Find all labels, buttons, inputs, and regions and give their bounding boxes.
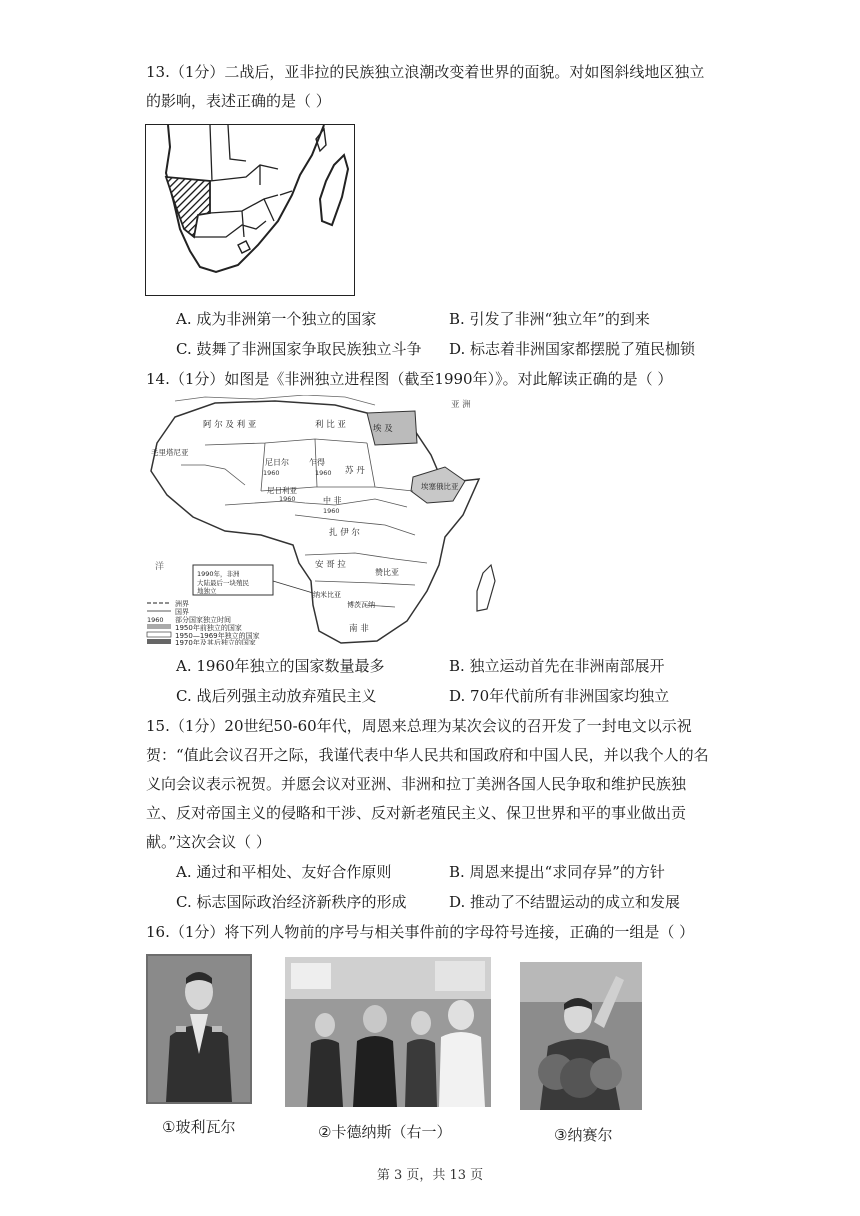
label-namibia: 纳米比亚 <box>313 591 341 599</box>
q14-option-c[interactable]: C. 战后列强主动放弃殖民主义 <box>176 687 377 705</box>
photo-bolivar-svg <box>146 954 252 1104</box>
callout-line2: 大陆最后一块殖民 <box>197 579 249 587</box>
photo-nasser <box>520 962 642 1110</box>
legend-1950-1969: 1950—1969年独立的国家 <box>175 632 260 640</box>
q13-option-b[interactable]: B. 引发了非洲“独立年”的到来 <box>449 310 650 328</box>
q15-stem-line1: 15.（1分）20世纪50-60年代，周恩来总理为某次会议的召开发了一封电文以示祝 <box>146 717 692 735</box>
photo-bolivar <box>146 954 252 1104</box>
label-egypt: 埃 及 <box>373 424 393 434</box>
caption-cardenas: ②卡德纳斯（右一） <box>318 1123 452 1141</box>
q15-stem-line4: 立、反对帝国主义的侵略和干涉、反对新老殖民主义、保卫世界和平的事业做出贡 <box>146 804 687 822</box>
q14-option-d[interactable]: D. 70年代前所有非洲国家均独立 <box>449 687 670 705</box>
label-mauritania: 毛里塔尼亚 <box>151 448 189 457</box>
q13-option-d[interactable]: D. 标志着非洲国家都摆脱了殖民枷锁 <box>449 340 696 358</box>
legend-partial-time: 部分国家独立时间 <box>175 616 231 624</box>
label-asia: 亚 洲 <box>451 400 471 410</box>
q14-option-a[interactable]: A. 1960年独立的国家数量最多 <box>176 657 385 675</box>
label-chad: 乍得 <box>309 458 325 467</box>
callout-line1: 1990年，非洲 <box>197 570 240 578</box>
legend-country-border: 国界 <box>175 608 189 616</box>
label-sudan: 苏 丹 <box>345 466 365 476</box>
label-ethiopia: 埃塞俄比亚 <box>421 482 459 491</box>
label-central-africa: 中 非 <box>323 496 342 505</box>
q13-map-svg <box>146 125 353 294</box>
photo-cardenas <box>285 957 491 1107</box>
photo-nasser-svg <box>520 962 642 1110</box>
label-libya: 利 比 亚 <box>315 420 346 430</box>
q15-stem-line5: 献。”这次会议（ ） <box>146 833 271 851</box>
label-niger: 尼日尔 <box>265 458 289 467</box>
label-ocean: 洋 <box>155 562 165 572</box>
q13-option-a[interactable]: A. 成为非洲第一个独立的国家 <box>176 310 377 328</box>
legend-continent-border: 洲界 <box>175 600 189 608</box>
label-angola: 安 哥 拉 <box>315 560 346 570</box>
q14-africa-independence-map <box>145 395 530 645</box>
label-zambia: 赞比亚 <box>375 568 399 577</box>
photo-cardenas-svg <box>285 957 491 1107</box>
q15-stem-line3: 义向会议表示祝贺。并愿会议对亚洲、非洲和拉丁美洲各国人民争取和维护民族独 <box>146 775 687 793</box>
q14-stem: 14.（1分）如图是《非洲独立进程图（截至1990年）》。对此解读正确的是（ ） <box>146 370 673 388</box>
caption-bolivar: ①玻利瓦尔 <box>162 1118 236 1136</box>
label-algeria: 阿 尔 及 利 亚 <box>203 420 257 430</box>
q13-option-c[interactable]: C. 鼓舞了非洲国家争取民族独立斗争 <box>176 340 422 358</box>
q13-stem-line1: 13.（1分）二战后，亚非拉的民族独立浪潮改变着世界的面貌。对如图斜线地区独立 <box>146 63 705 81</box>
q15-option-c[interactable]: C. 标志国际政治经济新秩序的形成 <box>176 893 407 911</box>
lesotho-outline <box>238 241 250 253</box>
legend-after-1970: 1970年及其后独立的国家 <box>175 639 256 645</box>
label-1960-c: 1960 <box>279 495 296 503</box>
q15-option-b[interactable]: B. 周恩来提出“求同存异”的方针 <box>449 863 665 881</box>
q14-option-b[interactable]: B. 独立运动首先在非洲南部展开 <box>449 657 665 675</box>
hatched-territory <box>166 177 210 237</box>
q13-southern-africa-map <box>145 124 355 296</box>
caption-nasser: ③纳赛尔 <box>554 1126 613 1144</box>
madagascar-outline <box>320 155 348 225</box>
label-1960-a: 1960 <box>263 469 280 477</box>
callout-line3: 地独立 <box>197 587 217 595</box>
q13-stem-line2: 的影响，表述正确的是（ ） <box>146 92 331 110</box>
label-nigeria: 尼日利亚 <box>267 486 297 495</box>
page-footer: 第 3 页，共 13 页 <box>376 1168 484 1183</box>
legend-year: 1960 <box>147 616 164 624</box>
q15-option-a[interactable]: A. 通过和平相处、友好合作原则 <box>176 863 392 881</box>
legend-before-1950: 1950年前独立的国家 <box>175 624 242 632</box>
q14-map-svg <box>145 395 530 645</box>
q15-stem-line2: 贺：“值此会议召开之际，我谨代表中华人民共和国政府和中国人民，并以我个人的名 <box>146 746 709 764</box>
label-1960-b: 1960 <box>315 469 332 477</box>
label-botswana: 博茨瓦纳 <box>347 601 375 609</box>
q16-stem: 16.（1分）将下列人物前的序号与相关事件前的字母符号连接，正确的一组是（ ） <box>146 923 695 941</box>
label-1960-d: 1960 <box>323 507 340 515</box>
label-zaire: 扎 伊 尔 <box>329 528 360 538</box>
label-south-africa: 南 非 <box>349 624 369 634</box>
q15-option-d[interactable]: D. 推动了不结盟运动的成立和发展 <box>449 893 681 911</box>
